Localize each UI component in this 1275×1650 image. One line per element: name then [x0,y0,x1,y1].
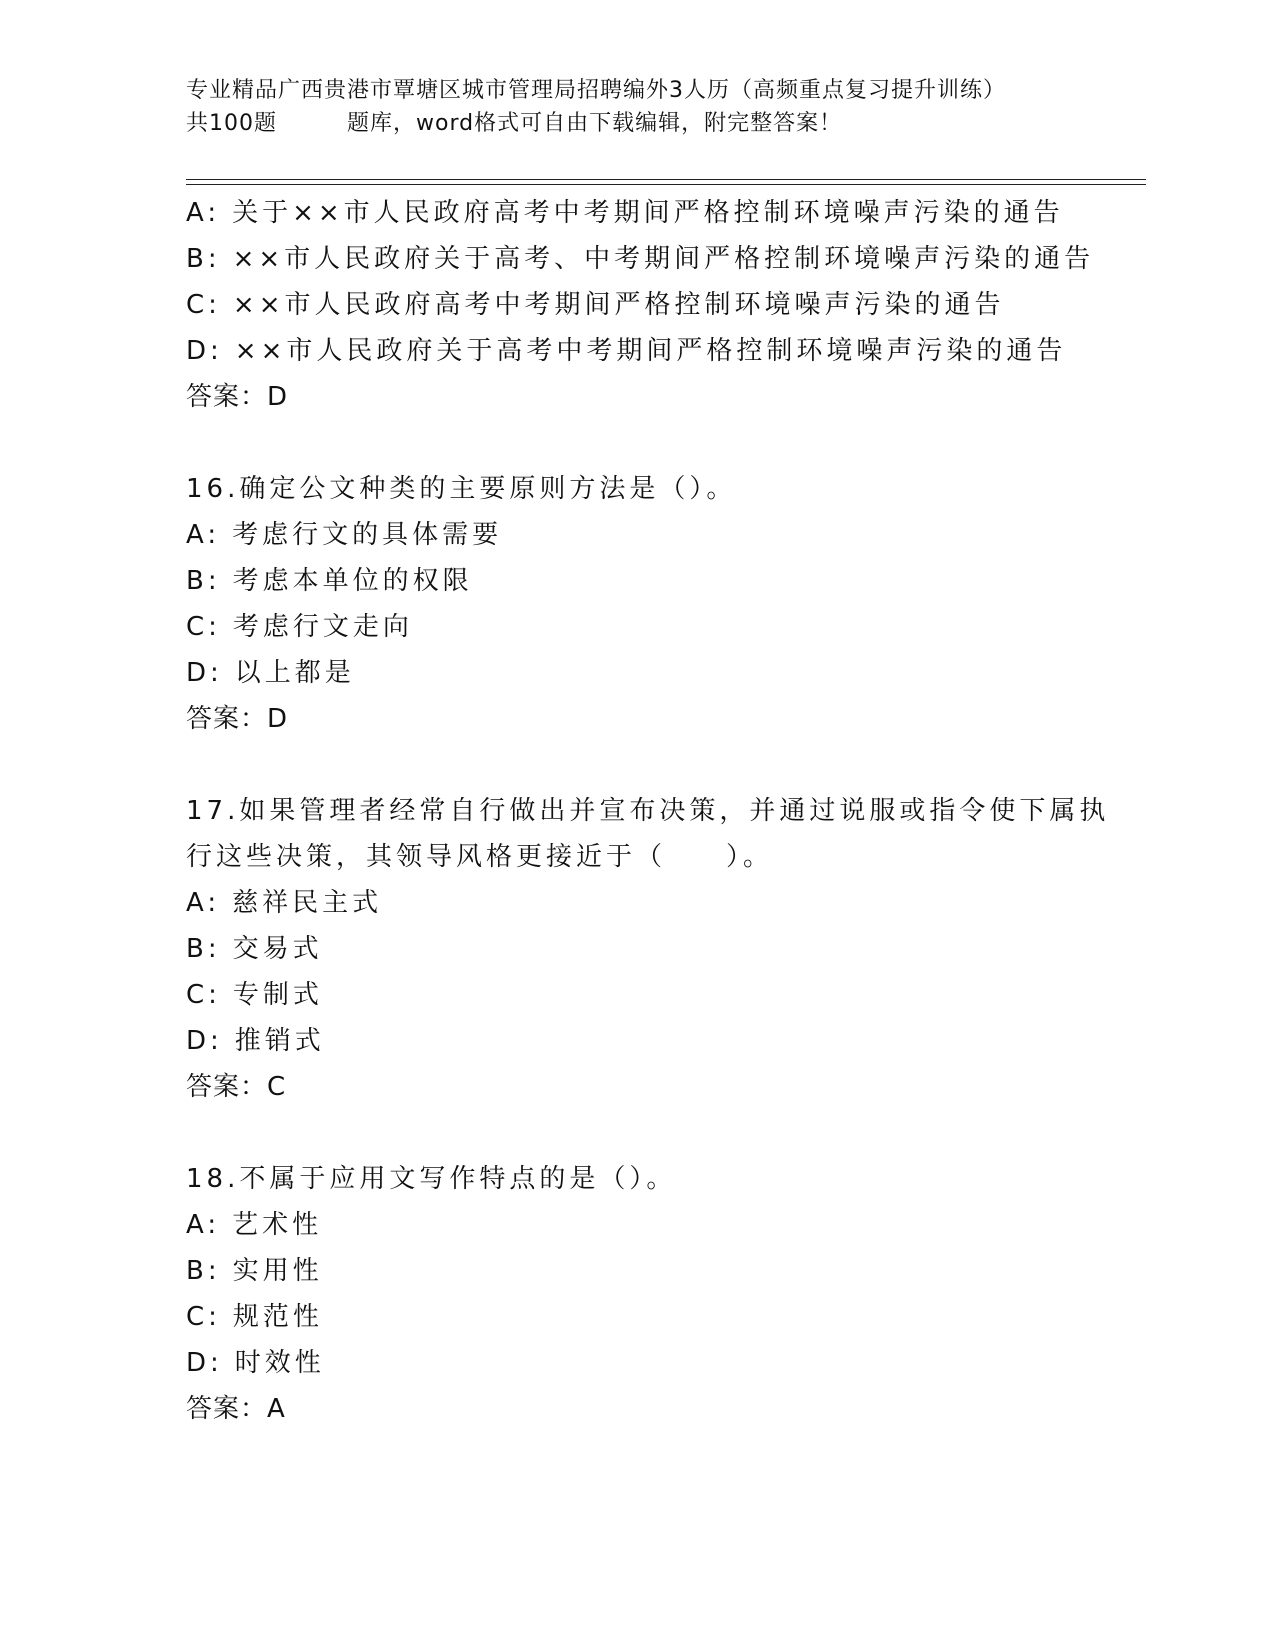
answer-line [186,374,1126,420]
option-c [186,972,1126,1018]
question-text: 16.确定公文种类的主要原则方法是（）。 [186,474,737,504]
option-d [186,1340,1126,1386]
option-letter: B: [186,566,221,596]
option-text: 慈祥民主式 [232,888,383,918]
option-text: 专制式 [232,980,323,1010]
header-count: 共100题 [186,111,277,136]
option-b [186,558,1126,604]
option-letter: C: [186,290,221,320]
option-b [186,1248,1126,1294]
answer-line [186,1386,1126,1432]
option-letter: D: [186,658,223,688]
header-description: 题库，word格式可自由下载编辑，附完整答案！ [347,111,843,136]
option-letter: D: [186,336,223,366]
option-a [186,880,1126,926]
option-letter: C: [186,980,221,1010]
option-letter: B: [186,244,221,274]
option-letter: A: [186,520,221,550]
option-d [186,1018,1126,1064]
option-a [186,1202,1126,1248]
answer-value: D [267,382,289,412]
option-text: ××市人民政府关于高考中考期间严格控制环境噪声污染的通告 [234,336,1067,366]
option-letter: D: [186,1348,223,1378]
option-text: 考虑行文的具体需要 [232,520,503,550]
option-a [186,512,1126,558]
option-text: 时效性 [234,1348,325,1378]
option-text: ××市人民政府高考中考期间严格控制环境噪声污染的通告 [232,290,1005,320]
header-title-line: 专业精品广西贵港市覃塘区城市管理局招聘编外3人历（高频重点复习提升训练） [186,78,1006,103]
option-letter: A: [186,198,221,228]
answer-value: C [267,1072,287,1102]
option-c [186,604,1126,650]
answer-label: 答案： [186,704,268,734]
option-letter: C: [186,1302,221,1332]
question-text: 17.如果管理者经常自行做出并宣布决策，并通过说服或指令使下属执 [186,796,1110,826]
option-letter: D: [186,1026,223,1056]
question-block-17 [186,788,1126,1110]
question-text-continued: 行这些决策，其领导风格更接近于（ ）。 [186,842,774,872]
question-text: 18.不属于应用文写作特点的是（）。 [186,1164,677,1194]
question-list [186,190,1126,1432]
question-block-18 [186,1156,1126,1432]
answer-line [186,696,1126,742]
option-d [186,650,1126,696]
option-text: 规范性 [232,1302,323,1332]
option-text: 考虑本单位的权限 [232,566,473,596]
option-letter: C: [186,612,221,642]
option-text: 艺术性 [232,1210,323,1240]
question-block-15 [186,190,1126,420]
option-letter: B: [186,934,221,964]
option-text: 实用性 [232,1256,323,1286]
answer-line [186,1064,1126,1110]
option-b [186,236,1126,282]
option-letter: A: [186,888,221,918]
question-block-16 [186,466,1126,742]
header-subtitle-line [186,107,1086,140]
answer-label: 答案： [186,1394,268,1424]
option-text: 考虑行文走向 [232,612,413,642]
option-text: ××市人民政府关于高考、中考期间严格控制环境噪声污染的通告 [232,244,1095,274]
option-text: 以上都是 [234,658,355,688]
option-d [186,328,1126,374]
header-divider-bottom [186,184,1146,185]
option-c [186,282,1126,328]
answer-label: 答案： [186,382,268,412]
option-b [186,926,1126,972]
option-a [186,190,1126,236]
option-text: 推销式 [234,1026,325,1056]
option-c [186,1294,1126,1340]
option-letter: A: [186,1210,221,1240]
answer-value: A [267,1394,286,1424]
option-letter: B: [186,1256,221,1286]
document-header [186,74,1086,140]
option-text: 关于××市人民政府高考中考期间严格控制环境噪声污染的通告 [232,198,1064,228]
answer-label: 答案： [186,1072,268,1102]
answer-value: D [267,704,289,734]
header-divider-top [186,179,1146,180]
option-text: 交易式 [232,934,323,964]
